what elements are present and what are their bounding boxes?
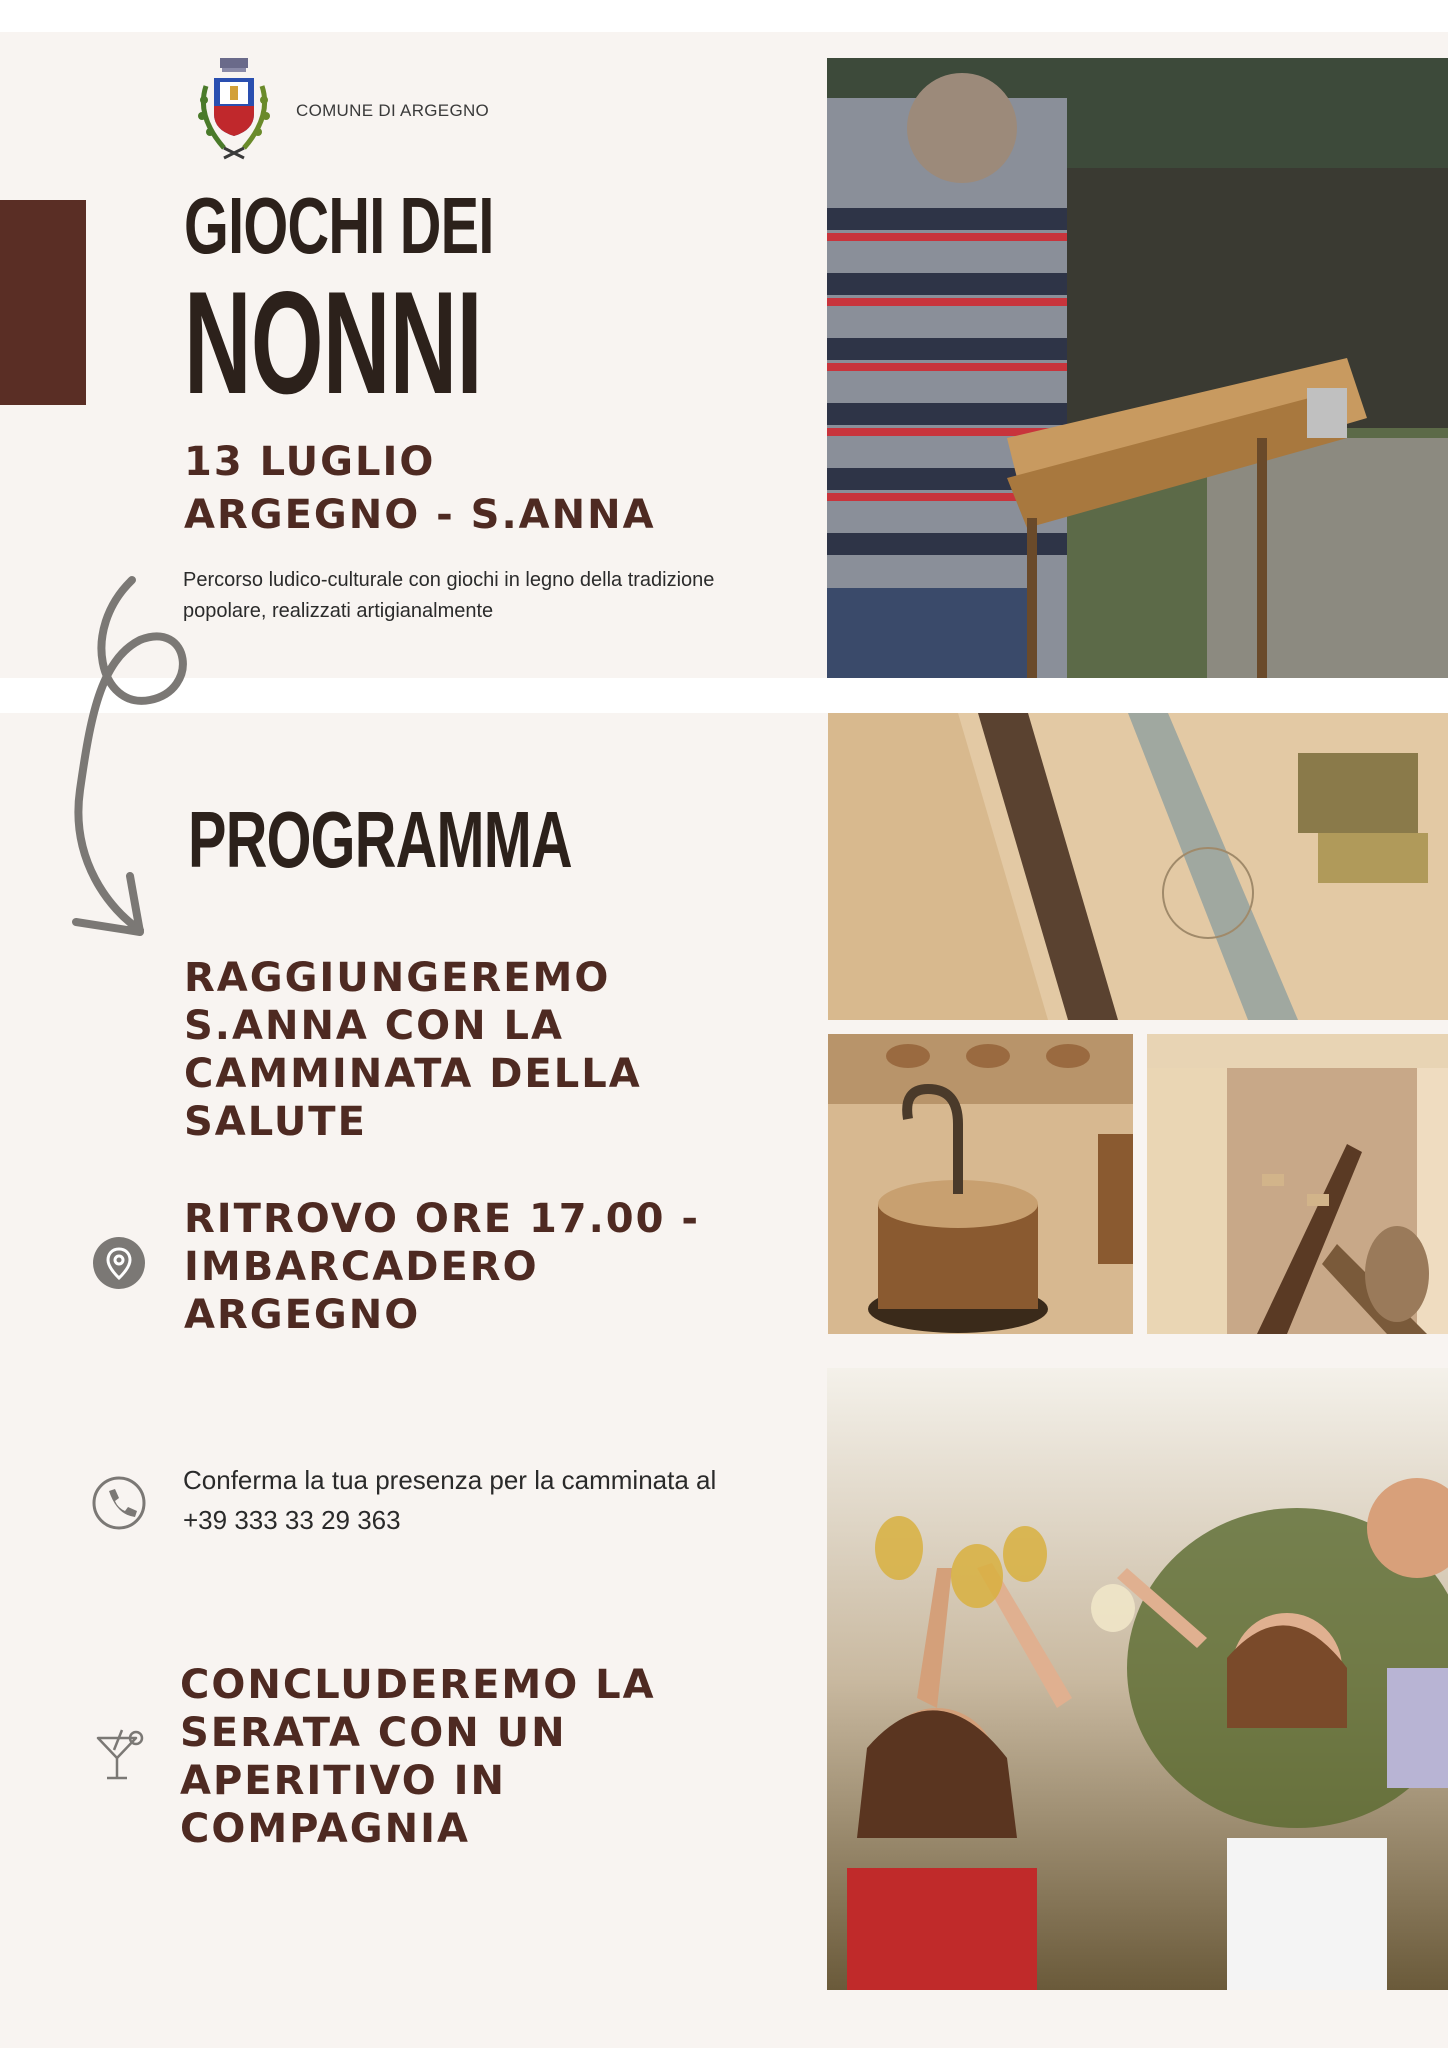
program-walk [184,954,642,1146]
closing-line-4: COMPAGNIA [180,1806,470,1852]
program-heading: PROGRAMMA [188,795,572,884]
description-line-2: popolare, realizzati artigianalmente [183,600,494,622]
event-date-place [184,436,656,542]
closing-line-3: APERITIVO IN [180,1758,506,1804]
walk-line-4: SALUTE [184,1099,367,1145]
event-description [183,565,714,627]
walk-line-1: RAGGIUNGEREMO [184,955,611,1001]
curly-arrow-icon [40,570,190,950]
description-line-1: Percorso ludico-culturale con giochi in legno della tradizione [183,569,715,591]
photo-toasting-friends [827,1368,1448,1990]
coat-of-arms-logo [186,56,282,166]
phone-icon [92,1476,146,1530]
walk-line-2: S.ANNA CON LA [184,1003,565,1049]
contact-text [183,1460,716,1540]
event-date: 13 LUGLIO [184,439,436,485]
photo-wooden-board-ruler [828,713,1448,1020]
program-meeting [184,1195,700,1339]
closing-line-1: CONCLUDEREMO LA [180,1662,656,1708]
contact-line-1: Conferma la tua presenza per la camminata al [183,1465,717,1495]
event-place: ARGEGNO - S.ANNA [184,492,656,538]
title-line-2: NONNI [184,261,482,424]
meeting-line-1: RITROVO ORE 17.00 - [184,1196,700,1242]
municipality-name: COMUNE DI ARGEGNO [296,101,490,120]
meeting-line-2: IMBARCADERO [184,1244,539,1290]
closing-line-2: SERATA CON UN [180,1710,567,1756]
walk-line-3: CAMMINATA DELLA [184,1051,642,1097]
meeting-line-3: ARGEGNO [184,1292,421,1338]
contact-phone[interactable]: +39 333 33 29 363 [183,1505,401,1535]
photo-wooden-peg-hook [828,1034,1133,1334]
title-line-1: GIOCHI DEI [184,181,494,270]
program-closing [180,1661,656,1853]
location-pin-icon [92,1236,146,1290]
cocktail-icon [92,1728,148,1784]
accent-bar [0,200,86,405]
photo-chisel-and-mallet [1147,1034,1448,1334]
photo-man-playing-wooden-game [827,58,1448,678]
